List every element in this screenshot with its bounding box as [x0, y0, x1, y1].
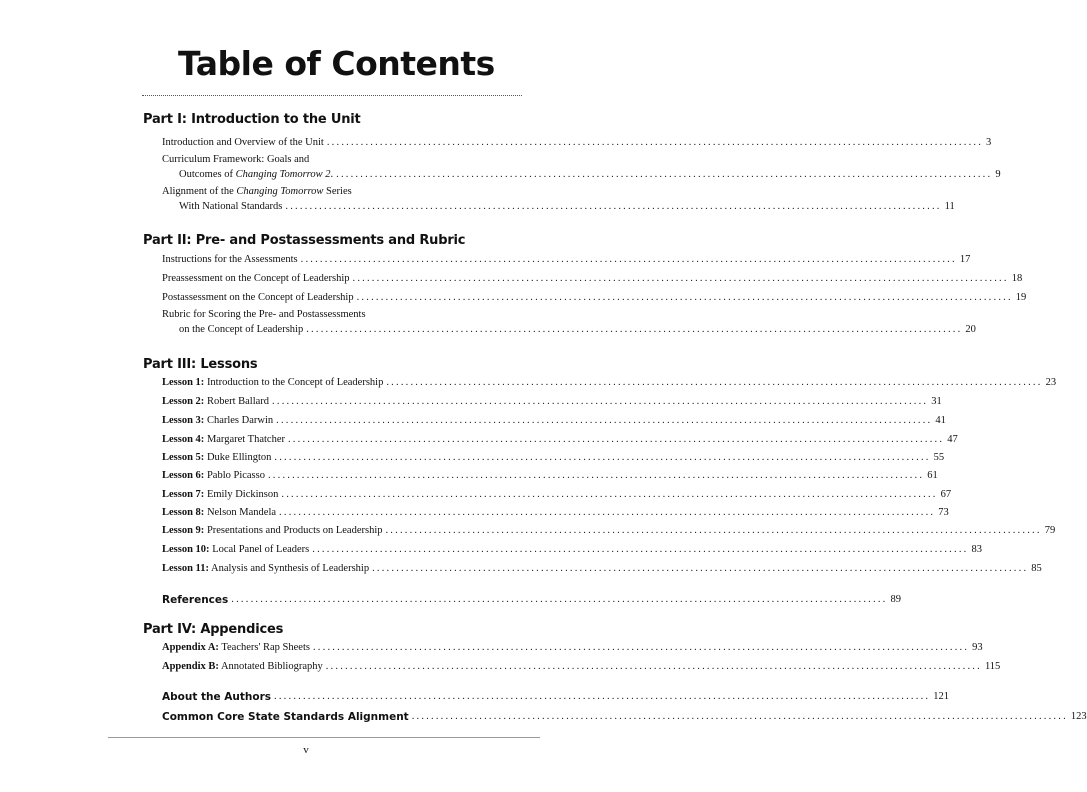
entry-page: 73 — [938, 507, 949, 518]
entry-page: 11 — [944, 201, 955, 212]
part-2-heading: Part II: Pre- and Postassessments and Rubric — [143, 233, 466, 248]
entry-label: Lesson 5: Duke Ellington — [162, 452, 272, 463]
toc-entry-lesson[interactable] — [162, 524, 1056, 538]
dot-leader: ........................................................................................................................................ — [385, 525, 1042, 536]
dot-leader: ........................................................................................................................................ — [274, 452, 931, 463]
entry-page: 55 — [933, 452, 945, 463]
toc-entry-lesson[interactable] — [162, 451, 945, 465]
entry-page: 19 — [1015, 292, 1027, 303]
entry-page: 89 — [890, 594, 901, 605]
dot-leader: ........................................................................................................................................ — [372, 563, 1029, 574]
toc-entry-lesson[interactable] — [162, 469, 938, 483]
entry-label: Introduction and Overview of the Unit — [162, 137, 324, 148]
entry-label: About the Authors — [162, 691, 272, 703]
dot-leader: ........................................................................................................................................ — [272, 396, 929, 407]
book-title: Changing Tomorrow — [236, 186, 324, 197]
entry-page: 79 — [1044, 525, 1056, 536]
part-4-heading: Part IV: Appendices — [143, 622, 284, 637]
dot-leader: ........................................................................................................................................ — [306, 324, 963, 335]
lesson-number: Lesson 2: — [162, 396, 205, 407]
dot-leader: ........................................................................................................................................ — [352, 273, 1009, 284]
entry-page: 17 — [959, 254, 971, 265]
entry-label: Appendix B: Annotated Bibliography — [162, 661, 323, 672]
book-title: Changing Tomorrow 2 — [235, 169, 331, 180]
entry-page: 9 — [995, 169, 1001, 180]
entry-page: 3 — [986, 137, 992, 148]
entry-label: References — [162, 594, 229, 606]
entry-page: 41 — [935, 415, 946, 426]
dot-leader: ........................................................................................................................................ — [287, 434, 945, 445]
entry-page: 31 — [931, 396, 942, 407]
page-number: v — [303, 744, 309, 756]
lesson-number: Lesson 5: — [162, 452, 205, 463]
entry-page: 93 — [972, 642, 983, 653]
toc-entry[interactable] — [162, 136, 992, 150]
entry-page: 23 — [1045, 377, 1057, 388]
dot-leader: ........................................................................................................................................ — [279, 507, 936, 518]
dot-leader: ........................................................................................................................................ — [312, 642, 970, 653]
dot-leader: ........................................................................................................................................ — [386, 377, 1043, 388]
dot-leader: ........................................................................................................................................ — [281, 489, 938, 500]
lesson-number: Lesson 9: — [162, 525, 205, 536]
lesson-number: Lesson 1: — [162, 377, 205, 388]
dot-leader: ........................................................................................................................................ — [274, 691, 931, 702]
lesson-number: Lesson 4: — [162, 434, 205, 445]
toc-entry[interactable] — [179, 168, 1001, 182]
page-title: Table of Contents — [178, 44, 495, 83]
dot-leader: ........................................................................................................................................ — [276, 415, 933, 426]
entry-page: 123 — [1070, 711, 1087, 722]
toc-entry-ccss[interactable] — [162, 710, 1087, 724]
entry-page: 61 — [927, 470, 938, 481]
entry-label-line2: on the Concept of Leadership — [179, 324, 304, 335]
lesson-number: Lesson 7: — [162, 489, 205, 500]
entry-label: Postassessment on the Concept of Leadership — [162, 292, 354, 303]
appendix-number: Appendix A: — [162, 642, 219, 653]
entry-page: 121 — [933, 691, 949, 702]
toc-entry-lesson[interactable] — [162, 562, 1042, 576]
entry-label-line1: Alignment of the Changing Tomorrow Series — [162, 186, 352, 197]
entry-label: Lesson 4: Margaret Thatcher — [162, 434, 285, 445]
entry-label: Lesson 2: Robert Ballard — [162, 396, 270, 407]
toc-entry-references[interactable] — [162, 593, 901, 607]
part-1-heading: Part I: Introduction to the Unit — [143, 112, 361, 127]
entry-label: Lesson 6: Pablo Picasso — [162, 470, 265, 481]
toc-entry-about-authors[interactable] — [162, 690, 949, 704]
appendix-number: Appendix B: — [162, 661, 219, 672]
lesson-number: Lesson 3: — [162, 415, 205, 426]
toc-entry-lesson[interactable] — [162, 433, 958, 447]
toc-entry-lesson[interactable] — [162, 488, 952, 502]
entry-page: 20 — [965, 324, 976, 335]
toc-entry[interactable] — [179, 200, 955, 214]
toc-entry-lesson[interactable] — [162, 414, 946, 428]
dot-leader: ........................................................................................................................................ — [336, 169, 993, 180]
lesson-number: Lesson 11: — [162, 563, 209, 574]
entry-label: Common Core State Standards Alignment — [162, 711, 409, 723]
entry-label: Preassessment on the Concept of Leadership — [162, 273, 350, 284]
dot-leader: ........................................................................................................................................ — [325, 661, 982, 672]
dot-leader: ........................................................................................................................................ — [300, 254, 957, 265]
toc-entry[interactable] — [162, 253, 971, 267]
entry-label: Lesson 10: Local Panel of Leaders — [162, 544, 310, 555]
entry-page: 85 — [1031, 563, 1042, 574]
entry-label: Lesson 11: Analysis and Synthesis of Leadership — [162, 563, 370, 574]
dot-leader: ........................................................................................................................................ — [356, 292, 1013, 303]
toc-entry-lesson[interactable] — [162, 395, 942, 409]
entry-label-line1: Rubric for Scoring the Pre- and Postassessments — [162, 309, 366, 320]
lesson-number: Lesson 8: — [162, 507, 205, 518]
entry-label: Lesson 3: Charles Darwin — [162, 415, 274, 426]
toc-entry[interactable] — [179, 323, 976, 337]
entry-page: 18 — [1011, 273, 1023, 284]
entry-label: Instructions for the Assessments — [162, 254, 298, 265]
toc-entry-lesson[interactable] — [162, 543, 982, 557]
dot-leader: ........................................................................................................................................ — [411, 711, 1068, 722]
toc-entry-appendix[interactable] — [162, 641, 983, 655]
lesson-number: Lesson 10: — [162, 544, 210, 555]
lesson-number: Lesson 6: — [162, 470, 205, 481]
dot-leader: ........................................................................................................................................ — [326, 137, 984, 148]
entry-label: Appendix A: Teachers' Rap Sheets — [162, 642, 310, 653]
entry-label-line2: Outcomes of Changing Tomorrow 2. — [179, 169, 334, 180]
toc-entry[interactable] — [162, 272, 1023, 286]
part-3-heading: Part III: Lessons — [143, 357, 258, 372]
entry-label: Lesson 1: Introduction to the Concept of Leadership — [162, 377, 384, 388]
entry-page: 115 — [984, 661, 1001, 672]
title-dotted-rule — [142, 95, 522, 96]
toc-entry-lesson[interactable] — [162, 376, 1057, 390]
toc-entry-appendix[interactable] — [162, 660, 1001, 674]
dot-leader: ........................................................................................................................................ — [267, 470, 925, 481]
footer-rule — [108, 737, 540, 738]
entry-label-line1: Curriculum Framework: Goals and — [162, 154, 310, 165]
dot-leader: ........................................................................................................................................ — [312, 544, 969, 555]
dot-leader: ........................................................................................................................................ — [231, 594, 888, 605]
entry-page: 67 — [940, 489, 952, 500]
entry-page: 83 — [971, 544, 982, 555]
toc-entry[interactable] — [162, 291, 1027, 305]
toc-entry-lesson[interactable] — [162, 506, 949, 520]
entry-label: Lesson 8: Nelson Mandela — [162, 507, 277, 518]
entry-label: Lesson 9: Presentations and Products on Leadership — [162, 525, 383, 536]
entry-label: Lesson 7: Emily Dickinson — [162, 489, 279, 500]
entry-label-line2: With National Standards — [179, 201, 283, 212]
dot-leader: ........................................................................................................................................ — [285, 201, 942, 212]
entry-page: 47 — [947, 434, 958, 445]
